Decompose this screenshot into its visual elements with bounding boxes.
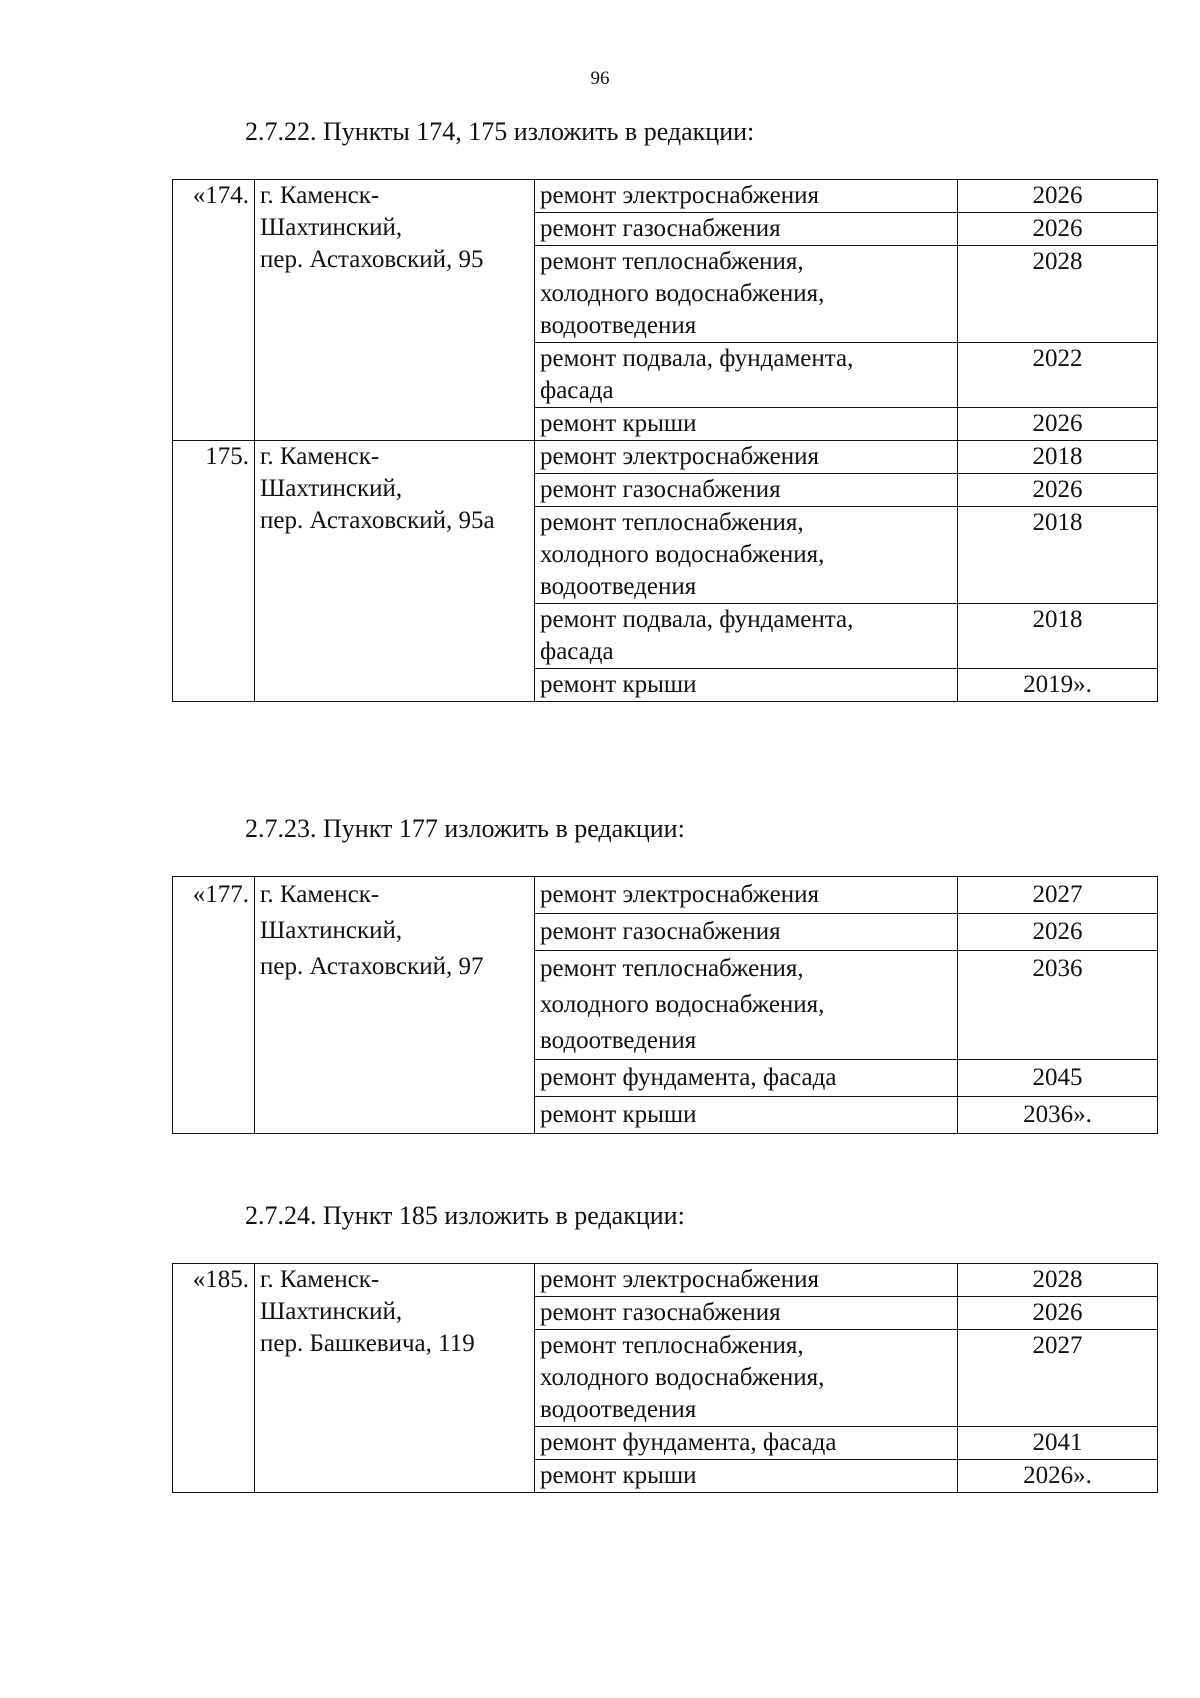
amendment-table-2-7-22: [172, 179, 1158, 702]
work-year: 2041: [958, 1427, 1158, 1460]
work-name: ремонт электроснабжения: [535, 1264, 958, 1297]
work-year: 2018: [958, 441, 1158, 474]
entry-address: г. Каменск- Шахтинский, пер. Башкевича, 119: [255, 1264, 535, 1493]
amendment-table-2-7-23: [172, 876, 1158, 1134]
entry-number: «174.: [173, 180, 255, 441]
entry-number: «177.: [173, 877, 255, 1134]
section-heading-2-7-24: 2.7.24. Пункт 185 изложить в редакции:: [245, 1201, 685, 1230]
section-heading-2-7-22: 2.7.22. Пункты 174, 175 изложить в редакции:: [245, 117, 755, 146]
work-name: ремонт фундамента, фасада: [535, 1427, 958, 1460]
work-name: ремонт теплоснабжения, холодного водоснабжения, водоотведения: [535, 951, 958, 1060]
work-name: ремонт крыши: [535, 1097, 958, 1134]
work-name: ремонт теплоснабжения, холодного водоснабжения, водоотведения: [535, 246, 958, 343]
work-year: 2026: [958, 213, 1158, 246]
section-heading-2-7-23: 2.7.23. Пункт 177 изложить в редакции:: [245, 814, 685, 843]
table-row: [173, 180, 1158, 213]
work-name: ремонт газоснабжения: [535, 914, 958, 951]
work-name: ремонт электроснабжения: [535, 180, 958, 213]
work-name: ремонт электроснабжения: [535, 877, 958, 914]
work-name: ремонт газоснабжения: [535, 213, 958, 246]
work-year: 2026: [958, 474, 1158, 507]
work-year: 2019».: [958, 669, 1158, 702]
entry-number: 175.: [173, 441, 255, 702]
work-year: 2028: [958, 246, 1158, 343]
amendment-table-2-7-24: [172, 1263, 1158, 1493]
work-year: 2045: [958, 1060, 1158, 1097]
work-name: ремонт теплоснабжения, холодного водоснабжения, водоотведения: [535, 507, 958, 604]
work-name: ремонт газоснабжения: [535, 1297, 958, 1330]
work-year: 2027: [958, 1330, 1158, 1427]
work-name: ремонт крыши: [535, 669, 958, 702]
work-name: ремонт крыши: [535, 408, 958, 441]
table-row: [173, 1264, 1158, 1297]
work-year: 2027: [958, 877, 1158, 914]
work-year: 2022: [958, 343, 1158, 408]
work-year: 2026».: [958, 1460, 1158, 1493]
work-year: 2026: [958, 180, 1158, 213]
work-name: ремонт крыши: [535, 1460, 958, 1493]
work-year: 2028: [958, 1264, 1158, 1297]
entry-address: г. Каменск- Шахтинский, пер. Астаховский, 95: [255, 180, 535, 441]
entry-address: г. Каменск- Шахтинский, пер. Астаховский, 95а: [255, 441, 535, 702]
entry-address: г. Каменск- Шахтинский, пер. Астаховский, 97: [255, 877, 535, 1134]
work-name: ремонт газоснабжения: [535, 474, 958, 507]
work-year: 2026: [958, 1297, 1158, 1330]
work-name: ремонт подвала, фундамента, фасада: [535, 343, 958, 408]
page-number: 96: [590, 68, 610, 89]
work-year: 2026: [958, 914, 1158, 951]
work-name: ремонт фундамента, фасада: [535, 1060, 958, 1097]
work-name: ремонт теплоснабжения, холодного водоснабжения, водоотведения: [535, 1330, 958, 1427]
work-year: 2036».: [958, 1097, 1158, 1134]
table-row: [173, 441, 1158, 474]
work-year: 2018: [958, 604, 1158, 669]
work-name: ремонт подвала, фундамента, фасада: [535, 604, 958, 669]
work-year: 2026: [958, 408, 1158, 441]
entry-number: «185.: [173, 1264, 255, 1493]
table-row: [173, 877, 1158, 914]
work-year: 2018: [958, 507, 1158, 604]
work-year: 2036: [958, 951, 1158, 1060]
work-name: ремонт электроснабжения: [535, 441, 958, 474]
